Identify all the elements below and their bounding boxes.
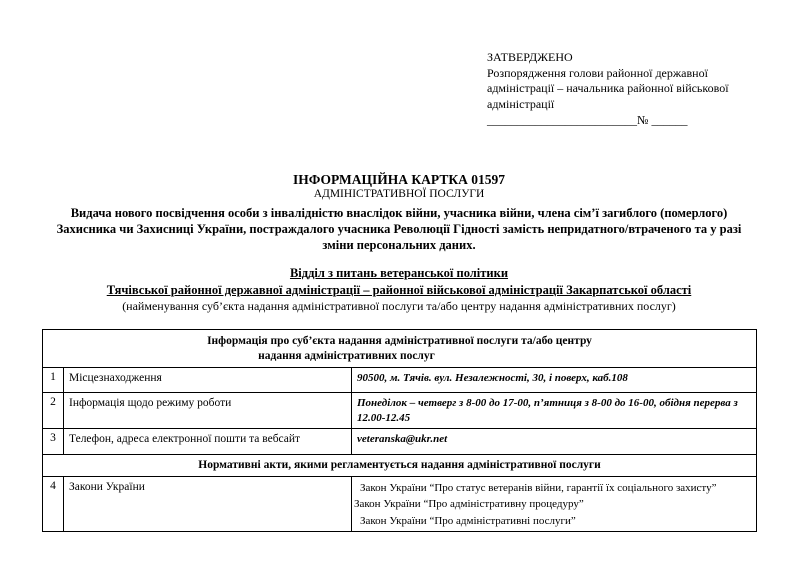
row-number: 1 xyxy=(43,368,64,393)
department-authority: Тячівської районної державної адміністрації – районної військової адміністрації Закарпатської області xyxy=(106,282,692,297)
approval-heading: ЗАТВЕРДЖЕНО xyxy=(487,50,573,64)
service-description: Видача нового посвідчення особи з інвалідністю внаслідок війни, учасника війни, члена сім’ї загиблого (померлого) Захисника чи Захисниці України, постраждалого учасника Революції Гідності замість непридатного/втраченого та у разі зміни персональних даних. xyxy=(56,206,742,252)
department-name: Відділ з питань ветеранської політики xyxy=(289,266,509,280)
row-value-laws xyxy=(352,477,757,532)
section1-header-cell xyxy=(43,330,757,368)
approval-number-line: _________________________№ ______ xyxy=(487,113,688,127)
card-title: ІНФОРМАЦІЙНА КАРТКА 01597 xyxy=(293,172,505,187)
law-item: Закон України “Про адміністративну процедуру” xyxy=(354,498,584,510)
row-number: 3 xyxy=(43,429,64,455)
row-label: Закони України xyxy=(64,477,352,532)
table-section1-row xyxy=(43,330,757,368)
row-value: veteranska@ukr.net xyxy=(352,429,757,455)
row-label: Телефон, адреса електронної пошти та вебсайт xyxy=(64,429,352,455)
table-section2-row xyxy=(43,455,757,477)
table-row-location xyxy=(43,368,757,393)
card-subtitle: АДМІНІСТРАТИВНОЇ ПОСЛУГИ xyxy=(313,188,485,200)
law-item: Закон України “Про адміністративні послуги” xyxy=(360,515,576,527)
section2-header-cell: Нормативні акти, якими регламентується надання адміністративної послуги xyxy=(43,455,757,477)
approval-body-text: Розпорядження голови районної державної адміністрації – начальника районної військової адміністрації xyxy=(487,65,729,111)
approval-block xyxy=(487,50,735,129)
law-item: Закон України “Про статус ветеранів війни, гарантії їх соціального захисту” xyxy=(360,482,717,494)
table-row-working-hours xyxy=(43,393,757,429)
row-number: 4 xyxy=(43,477,64,532)
section1-header-line1: Інформація про суб’єкта надання адміністративної послуги та/або центру xyxy=(207,335,592,347)
title-block xyxy=(42,172,756,253)
row-value: 90500, м. Тячів. вул. Незалежності, 30, і поверх, каб.108 xyxy=(352,368,757,393)
department-note: (найменування суб’єкта надання адміністративної послуги та/або центру надання адміністративних послуг) xyxy=(122,299,676,313)
table-row-contacts xyxy=(43,429,757,455)
info-table xyxy=(42,329,757,532)
department-block xyxy=(42,265,756,314)
row-value: Понеділок – четверг з 8-00 до 17-00, п’ятниця з 8-00 до 16-00, обідня перерва з 12.00-12.45 xyxy=(352,393,757,429)
table-row-laws xyxy=(43,477,757,532)
row-label: Місцезнаходження xyxy=(64,368,352,393)
section1-header-line2: надання адміністративних послуг xyxy=(258,350,435,362)
row-label: Інформація щодо режиму роботи xyxy=(64,393,352,429)
row-number: 2 xyxy=(43,393,64,429)
